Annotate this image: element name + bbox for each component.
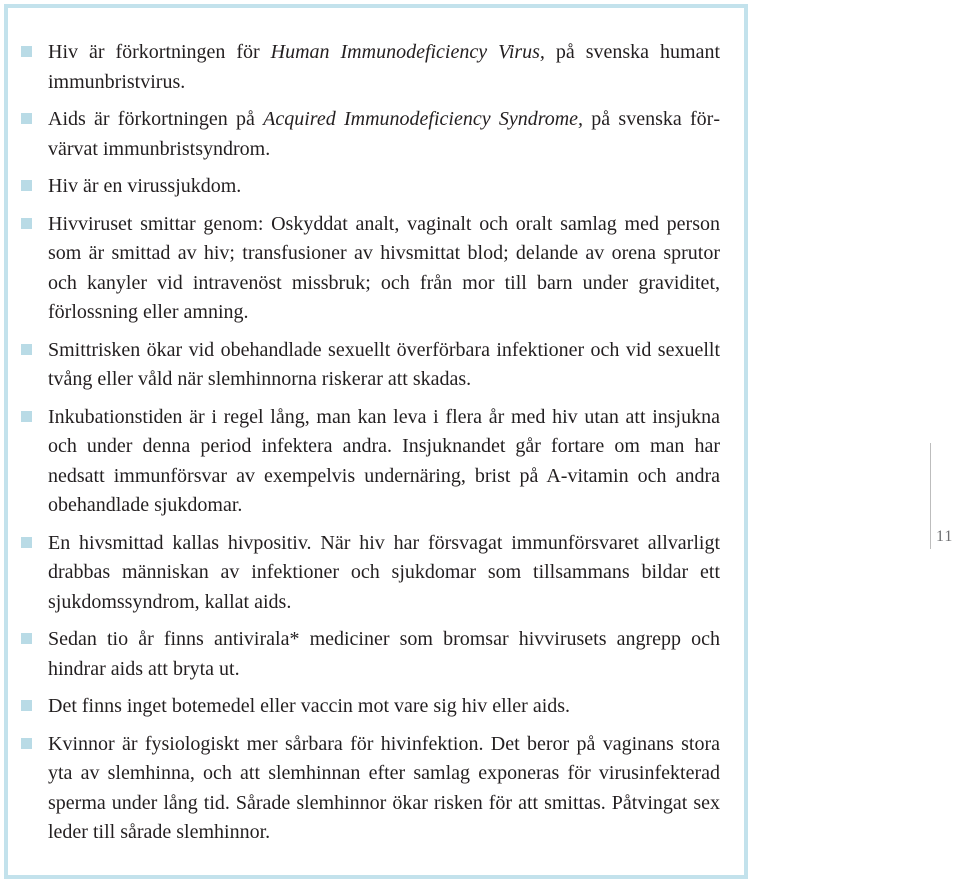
list-item: Kvinnor är fysiologiskt mer sårbara för hivinfektion. Det beror på vaginans stora yta av slemhinna, och att slemhinnan efter samlag exponeras för virusinfekterad sperma under lång tid. Sårade slemhinnor ökar risken för att smittas. Påtvingat sex leder till sårade slemhinnor.: [48, 730, 720, 848]
list-item: Inkubationstiden är i regel lång, man kan leva i flera år med hiv utan att insjukna och under denna period infektera andra. Insjuknandet går fortare om man har nedsatt immunförsvar av exempelvis undernäring, brist på A-vitamin och andra obehandlade sjukdomar.: [48, 403, 720, 521]
fact-list: [48, 38, 720, 856]
square-bullet-icon: [21, 180, 32, 191]
square-bullet-icon: [21, 700, 32, 711]
square-bullet-icon: [21, 738, 32, 749]
square-bullet-icon: [21, 218, 32, 229]
list-item: Aids är förkortningen på Acquired Immunodeficiency Syndrome, på svenska förvärvat immunbristsyndrom.: [48, 105, 720, 164]
list-item: Hiv är en virussjukdom.: [48, 172, 720, 202]
list-item: Hivviruset smittar genom: Oskyddat analt, vaginalt och oralt samlag med person som är smittad av hiv; transfusioner av hivsmittat blod; delande av orena sprutor och kanyler vid intravenöst missbruk; och från mor till barn under graviditet, förlossning eller amning.: [48, 210, 720, 328]
square-bullet-icon: [21, 411, 32, 422]
square-bullet-icon: [21, 113, 32, 124]
square-bullet-icon: [21, 46, 32, 57]
square-bullet-icon: [21, 344, 32, 355]
page-number: 11: [936, 528, 954, 545]
list-item: Det finns inget botemedel eller vaccin mot vare sig hiv eller aids.: [48, 692, 720, 722]
list-item: En hivsmittad kallas hivpositiv. När hiv har försvagat immunförsvaret allvarligt drabbas människan av infektioner och sjukdomar som tillsammans bildar ett sjukdomssyndrom, kallat aids.: [48, 529, 720, 618]
square-bullet-icon: [21, 633, 32, 644]
list-item: Sedan tio år finns antivirala* mediciner som bromsar hivvirusets angrepp och hindrar aids att bryta ut.: [48, 625, 720, 684]
list-item: Smittrisken ökar vid obehandlade sexuellt överförbara infektioner och vid sexuellt tvång eller våld när slemhinnorna riskerar att skadas.: [48, 336, 720, 395]
margin-rule: [930, 443, 931, 549]
square-bullet-icon: [21, 537, 32, 548]
list-item: Hiv är förkortningen för Human Immunodeficiency Virus, på svenska humant immunbristvirus.: [48, 38, 720, 97]
